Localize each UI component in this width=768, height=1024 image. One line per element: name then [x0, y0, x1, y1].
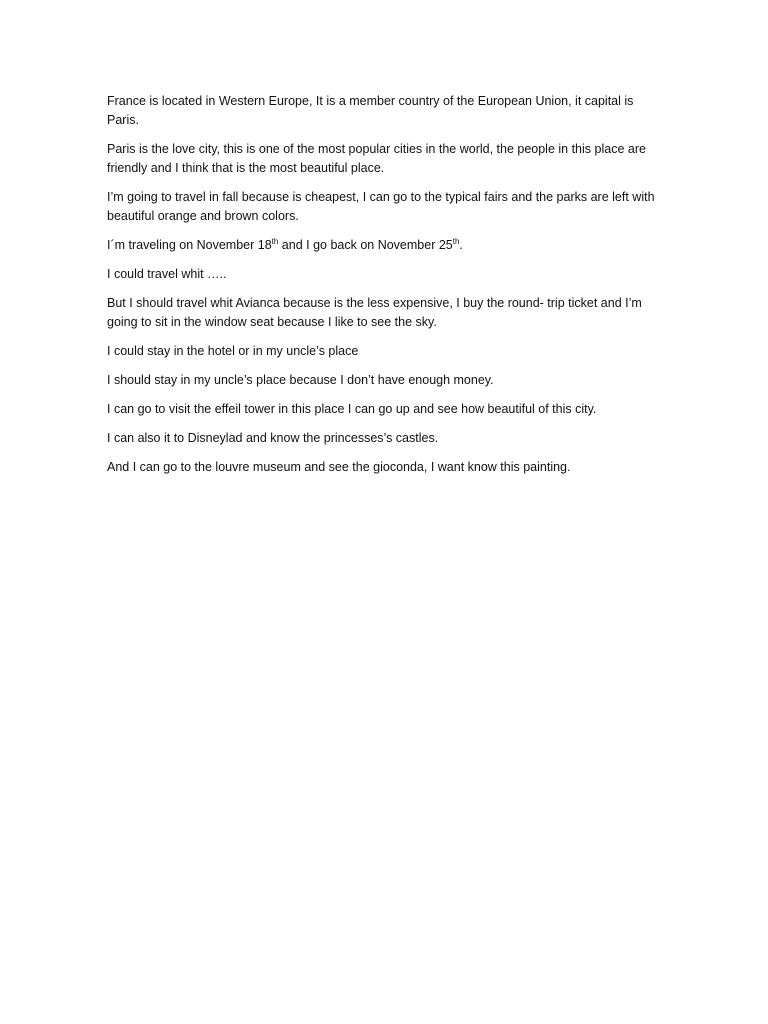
- paragraph-avianca: But I should travel whit Avianca because is the less expensive, I buy the round- trip ticket and I’m going to sit in the window seat because I like to see the sky.: [107, 296, 642, 329]
- travel-dates-start: I´m traveling on November 18: [107, 238, 272, 252]
- travel-dates-middle: and I go back on November 25: [278, 238, 453, 252]
- paragraph-uncle-place: I should stay in my uncle’s place because I don’t have enough money.: [107, 373, 494, 387]
- paragraph-travel-dates: [107, 236, 667, 255]
- document-page: [107, 92, 667, 487]
- travel-dates-end: .: [459, 238, 463, 252]
- paragraph-disneyland: I can also it to Disneylad and know the princesses’s castles.: [107, 431, 439, 445]
- paragraph-travel-season: I’m going to travel in fall because is cheapest, I can go to the typical fairs and the parks are left with beautiful orange and brown colors.: [107, 190, 655, 223]
- paragraph-louvre: And I can go to the louvre museum and see the gioconda, I want know this painting.: [107, 460, 571, 474]
- paragraph-stay-options: I could stay in the hotel or in my uncle’s place: [107, 344, 359, 358]
- paragraph-could-travel: I could travel whit …..: [107, 267, 227, 281]
- paragraph-eiffel-tower: I can go to visit the effeil tower in this place I can go up and see how beautiful of this city.: [107, 402, 597, 416]
- travel-dates-ordinal-1: th: [271, 236, 279, 246]
- paragraph-france-location: France is located in Western Europe, It is a member country of the European Union, it capital is Paris.: [107, 94, 634, 127]
- travel-dates-ordinal-2: th: [452, 236, 460, 246]
- paragraph-paris-love-city: Paris is the love city, this is one of the most popular cities in the world, the people in this place are friendly and I think that is the most beautiful place.: [107, 142, 646, 175]
